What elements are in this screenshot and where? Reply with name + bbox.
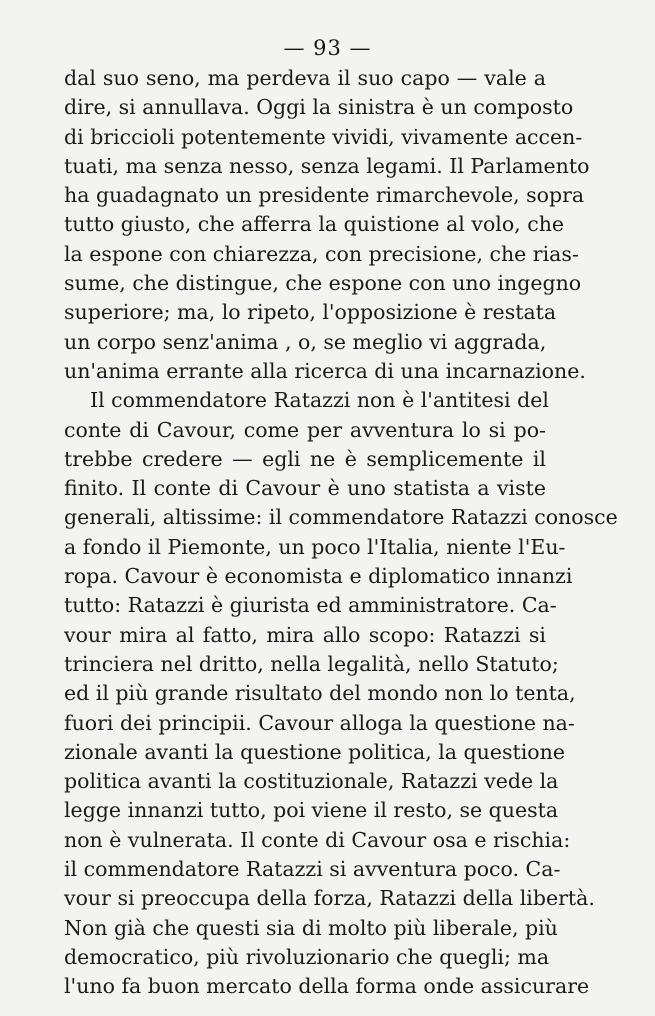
text-line: tutto: Ratazzi è giurista ed amministratore. Ca-: [64, 593, 557, 618]
text-line: dal suo seno, ma perdeva il suo capo — vale a: [64, 66, 546, 90]
page-number: — 93 —: [283, 36, 372, 60]
text-line: tuati, ma senza nesso, senza legami. Il Parlamento: [64, 153, 590, 178]
text-line: ropa. Cavour è economista e diplomatico innanzi: [64, 564, 573, 589]
text-line: vour si preoccupa della forza, Ratazzi della libertà.: [64, 886, 595, 911]
text-line: trinciera nel dritto, nella legalità, nello Statuto;: [64, 651, 559, 676]
text-line: ed il più grande risultato del mondo non lo tenta,: [64, 681, 576, 706]
text-line: tutto giusto, che afferra la quistione al volo, che: [64, 212, 565, 237]
text-line: legge innanzi tutto, poi viene il resto, se questa: [64, 798, 559, 823]
text-line: ha guadagnato un presidente rimarchevole, sopra: [64, 183, 585, 208]
text-line: finito. Il conte di Cavour è uno statista a viste: [64, 476, 546, 501]
text-line: dire, si annullava. Oggi la sinistra è un composto: [64, 95, 574, 120]
text-line: l'uno fa buon mercato della forma onde assicurare: [64, 974, 590, 999]
text-line: non è vulnerata. Il conte di Cavour osa e rischia:: [64, 827, 571, 852]
text-line: di briccioli potentemente vividi, vivamente accen-: [64, 124, 583, 149]
text-line: un corpo senz'anima , o, se meglio vi aggrada,: [64, 329, 547, 354]
text-line: trebbe credere — egli ne è semplicemente il: [64, 446, 546, 471]
text-line: vour mira al fatto, mira allo scopo: Ratazzi si: [64, 622, 546, 647]
text-line: Il commendatore Ratazzi non è l'antitesi del: [90, 388, 549, 413]
text-line: un'anima errante alla ricerca di una incarnazione.: [64, 358, 586, 383]
text-line: sume, che distingue, che espone con uno ingegno: [64, 271, 582, 296]
text-line: democratico, più rivoluzionario che quegli; ma: [64, 944, 550, 969]
text-line: a fondo il Piemonte, un poco l'Italia, niente l'Eu-: [64, 534, 566, 559]
text-line: il commendatore Ratazzi si avventura poco. Ca-: [64, 857, 561, 882]
text-line: zionale avanti la questione politica, la questione: [64, 739, 565, 764]
text-line: generali, altissime: il commendatore Ratazzi conosce: [64, 505, 618, 530]
text-line: conte di Cavour, come per avventura lo si po-: [64, 417, 546, 442]
text-line: fuori dei principii. Cavour alloga la questione na-: [64, 710, 575, 735]
body-text: [64, 64, 618, 1002]
text-line: Non già che questi sia di molto più liberale, più: [64, 915, 558, 940]
text-line: superiore; ma, lo ripeto, l'opposizione è restata: [64, 300, 557, 325]
text-line: politica avanti la costituzionale, Ratazzi vede la: [64, 769, 559, 794]
text-line: la espone con chiarezza, con precisione, che rias-: [64, 241, 579, 266]
